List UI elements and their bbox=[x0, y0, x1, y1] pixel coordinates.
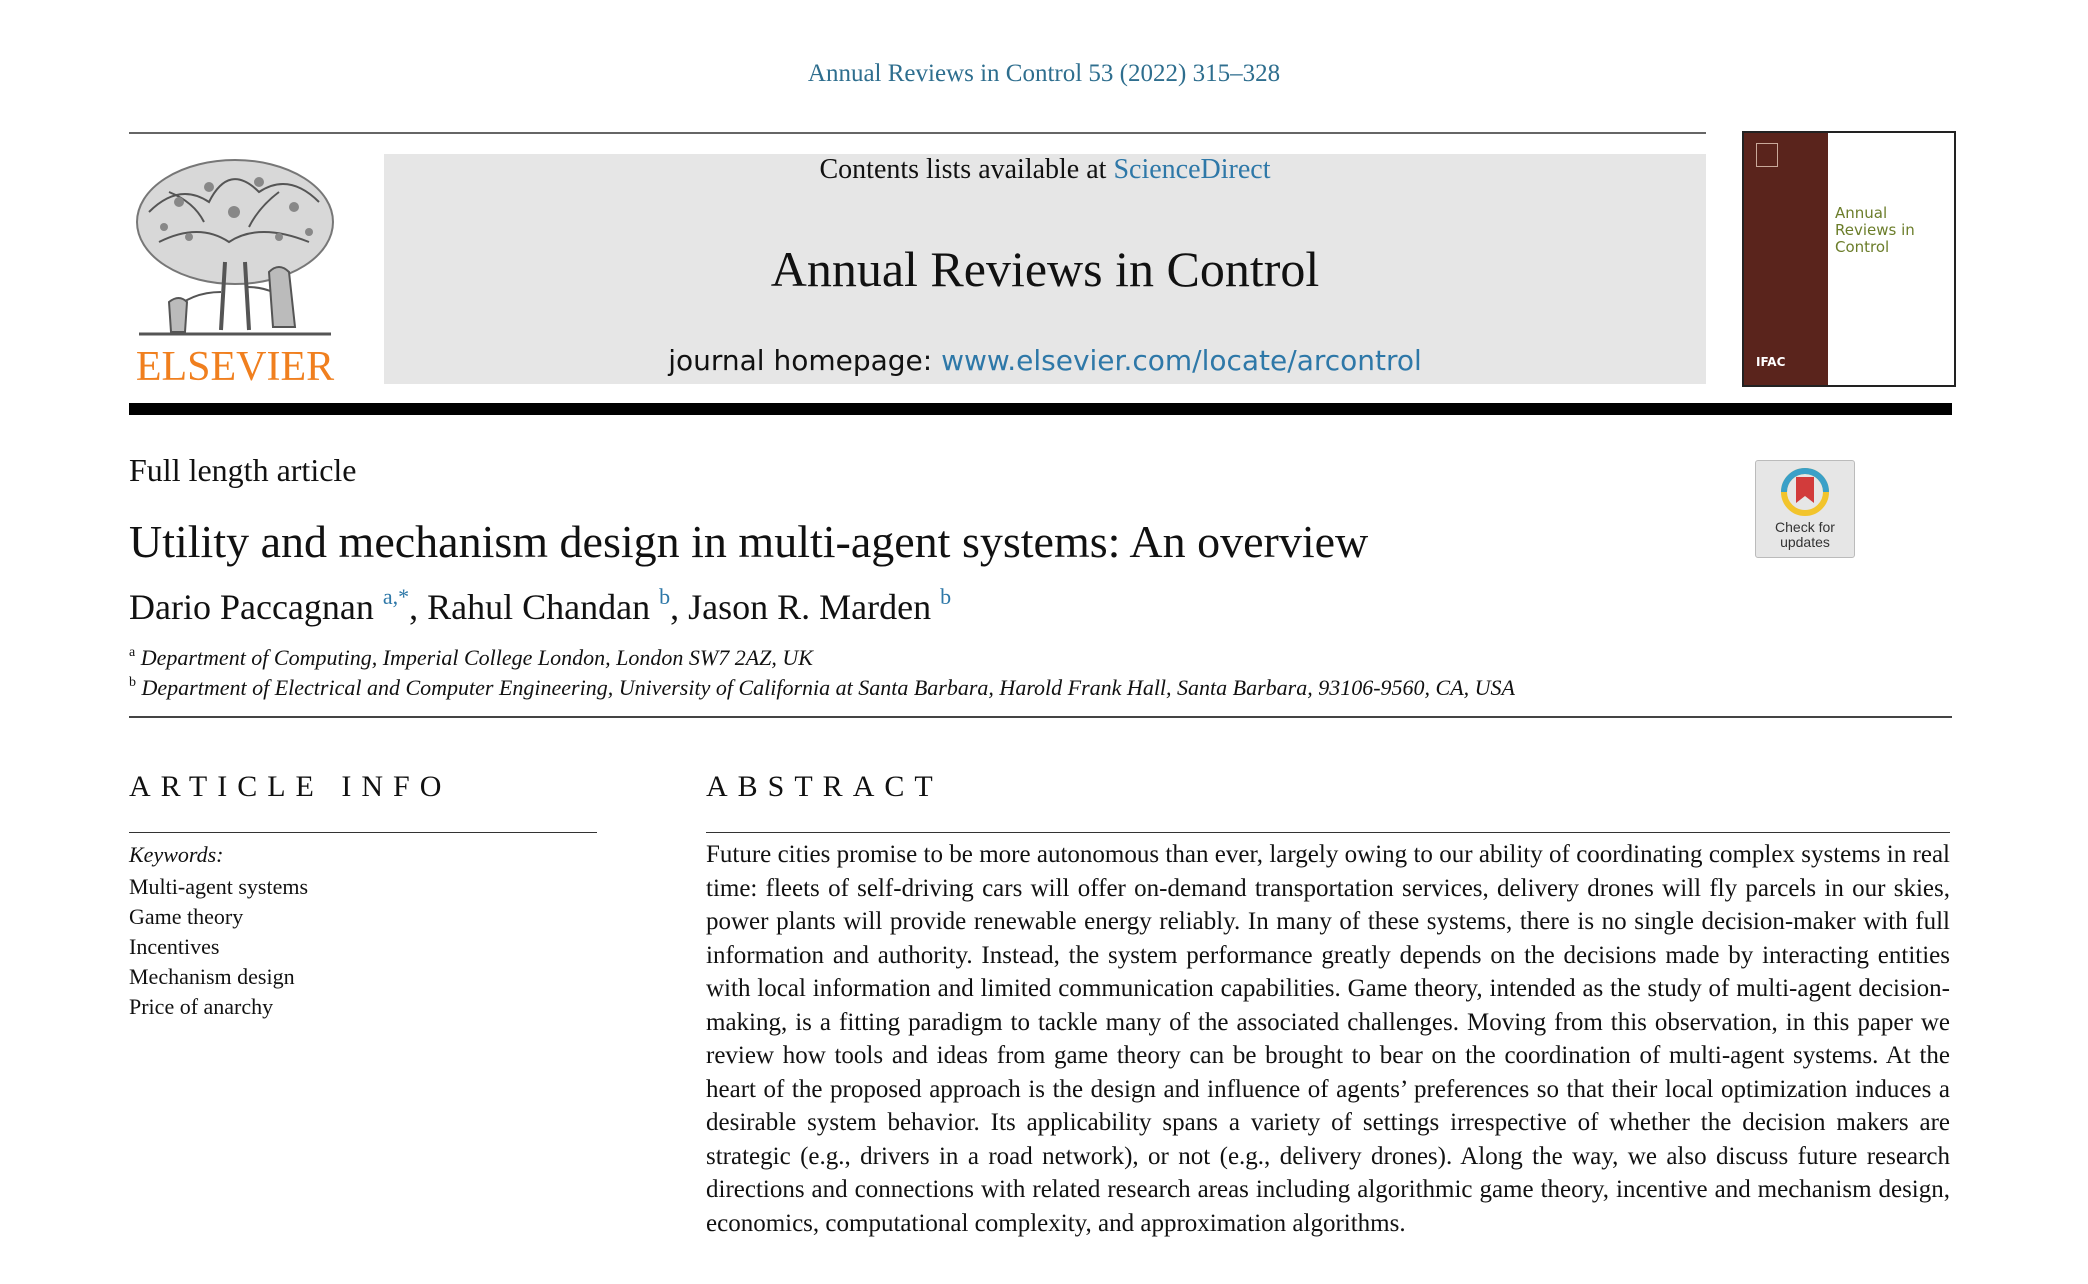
journal-cover-thumbnail[interactable] bbox=[1742, 131, 1956, 387]
cover-title-line: Annual bbox=[1835, 204, 1888, 222]
author-separator: , bbox=[409, 587, 428, 627]
cover-title-line: Reviews in bbox=[1835, 221, 1915, 239]
author-list bbox=[129, 586, 951, 628]
check-label-line1: Check for bbox=[1775, 519, 1835, 535]
article-title: Utility and mechanism design in multi-agent systems: An overview bbox=[129, 516, 1369, 567]
keyword-item: Mechanism design bbox=[129, 964, 295, 989]
affiliation-mark: a bbox=[129, 645, 136, 660]
journal-citation[interactable]: Annual Reviews in Control 53 (2022) 315–328 bbox=[807, 60, 1281, 87]
affiliation-mark: b bbox=[129, 675, 136, 690]
check-for-updates-button[interactable] bbox=[1755, 460, 1855, 558]
cover-title bbox=[1835, 205, 1915, 256]
author-affil-mark[interactable]: b bbox=[659, 584, 671, 609]
check-label-line2: updates bbox=[1780, 534, 1830, 550]
top-divider bbox=[129, 132, 1706, 134]
abstract-heading: ABSTRACT bbox=[706, 770, 943, 803]
elsevier-logo bbox=[129, 152, 341, 388]
keywords-label: Keywords: bbox=[129, 842, 224, 867]
keywords-list bbox=[129, 872, 308, 1022]
journal-masthead bbox=[384, 154, 1706, 384]
elsevier-emblem-icon bbox=[1756, 143, 1778, 167]
sciencedirect-link[interactable]: ScienceDirect bbox=[1113, 154, 1271, 185]
keyword-item: Price of anarchy bbox=[129, 994, 274, 1019]
section-divider bbox=[129, 716, 1952, 718]
author-name[interactable]: Jason R. Marden bbox=[688, 587, 932, 627]
article-info-divider bbox=[129, 832, 597, 833]
keyword-item: Incentives bbox=[129, 934, 220, 959]
affiliation bbox=[129, 675, 1515, 701]
article-type: Full length article bbox=[129, 452, 357, 488]
homepage-prefix: journal homepage: bbox=[668, 344, 942, 377]
author-affil-mark[interactable]: a,* bbox=[382, 584, 410, 609]
author-name[interactable]: Dario Paccagnan bbox=[129, 587, 374, 627]
ifac-logo: IFAC bbox=[1756, 355, 1786, 369]
cover-spine bbox=[1744, 133, 1828, 385]
author-separator: , bbox=[670, 587, 689, 627]
author-name[interactable]: Rahul Chandan bbox=[427, 587, 651, 627]
article-info-heading: ARTICLE INFO bbox=[129, 770, 452, 803]
contents-prefix: Contents lists available at bbox=[819, 154, 1114, 185]
elsevier-wordmark: ELSEVIER bbox=[135, 344, 335, 390]
journal-name: Annual Reviews in Control bbox=[770, 241, 1320, 297]
bookmark-icon bbox=[1780, 467, 1830, 517]
homepage-line bbox=[384, 344, 1706, 377]
check-for-updates-label bbox=[1756, 520, 1854, 550]
keyword-item: Multi-agent systems bbox=[129, 874, 309, 899]
abstract-divider bbox=[706, 832, 1950, 833]
cover-title-line: Control bbox=[1835, 238, 1890, 256]
header-thick-divider bbox=[129, 403, 1952, 415]
affiliation-text: Department of Computing, Imperial College London, London SW7 2AZ, UK bbox=[140, 645, 813, 670]
author-affil-mark[interactable]: b bbox=[940, 584, 952, 609]
affiliation bbox=[129, 645, 813, 671]
tree-icon bbox=[129, 152, 341, 342]
contents-line bbox=[384, 154, 1706, 186]
affiliation-text: Department of Electrical and Computer Engineering, University of California at Santa Barbara, Harold Frank Hall, Santa Barbara, 93106-9560, CA, USA bbox=[141, 675, 1515, 700]
keyword-item: Game theory bbox=[129, 904, 244, 929]
journal-homepage-link[interactable]: www.elsevier.com/locate/arcontrol bbox=[941, 344, 1422, 377]
abstract-text: Future cities promise to be more autonomous than ever, largely owing to our ability of coordinating complex systems in real time: fleets of self-driving cars will offer on-demand transportation services, delivery drones will fly parcels in our skies, power plants will provide renewable energy reliably. In many of these systems, there is no single decision-maker with full information and authority. Instead, the system performance greatly depends on the decisions made by interacting entities with local information and limited communication capabilities. Game theory, intended as the study of multi-agent decision-making, is a fitting paradigm to tackle many of the associated challenges. Moving from this observation, in this paper we review how tools and ideas from game theory can be brought to bear on the coordination of multi-agent systems. At the heart of the proposed approach is the design and influence of agents’ preferences so that their local optimization induces a desirable system behavior. Its applicability spans a variety of settings irrespective of whether the decision makers are strategic (e.g., drivers in a road network), or not (e.g., delivery drones). Along the way, we also discuss future research directions and connections with related research areas including algorithmic game theory, incentive and mechanism design, economics, computational complexity, and approximation algorithms. bbox=[706, 841, 1950, 1237]
